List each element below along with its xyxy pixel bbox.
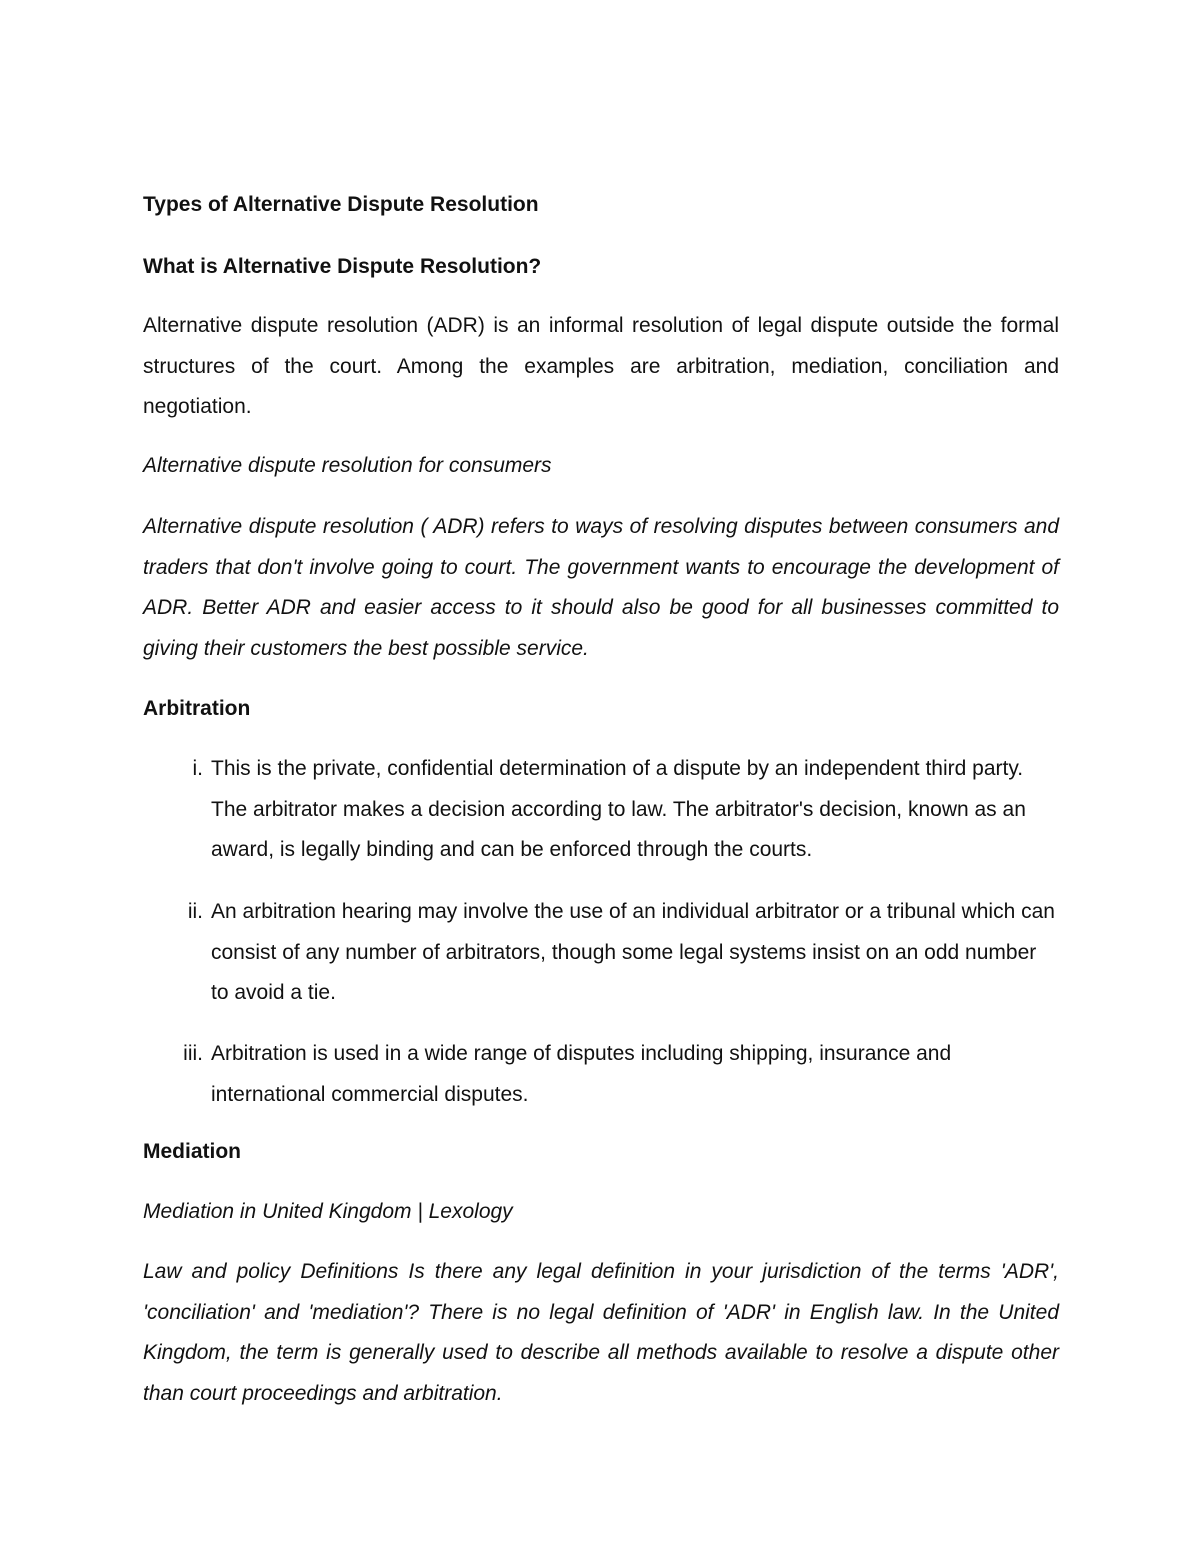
- list-item-marker: ii.: [187, 900, 203, 923]
- list-item-marker: iii.: [183, 1042, 203, 1065]
- section-heading-arbitration: Arbitration: [143, 697, 251, 720]
- list-item-marker: i.: [192, 757, 203, 780]
- list-item-text: An arbitration hearing may involve the use of an individual arbitrator or a tribunal which can consist of any number of arbitrators, though some legal systems insist on an odd number to avoid a tie.: [211, 900, 1055, 1004]
- section-heading-what-is-adr: What is Alternative Dispute Resolution?: [143, 255, 542, 278]
- list-item-text: Arbitration is used in a wide range of disputes including shipping, insurance and international commercial disputes.: [211, 1042, 952, 1106]
- intro-paragraph: Alternative dispute resolution (ADR) is an informal resolution of legal dispute outside the formal structures of the court. Among the examples are arbitration, mediation, conciliation and negotiation.: [143, 314, 1059, 418]
- section-heading-mediation: Mediation: [143, 1140, 241, 1163]
- consumers-subheading: Alternative dispute resolution for consumers: [143, 454, 552, 477]
- consumers-paragraph: Alternative dispute resolution ( ADR) refers to ways of resolving disputes between consumers and traders that don't involve going to court. The government wants to encourage the development of ADR. Better ADR and easier access to it should also be good for all businesses committed to giving their customers the best possible service.: [143, 515, 1059, 660]
- mediation-subheading: Mediation in United Kingdom | Lexology: [143, 1200, 513, 1223]
- document-title: Types of Alternative Dispute Resolution: [143, 193, 539, 216]
- list-item-text: This is the private, confidential determination of a dispute by an independent third party. The arbitrator makes a decision according to law. The arbitrator's decision, known as an award, is legally binding and can be enforced through the courts.: [211, 757, 1026, 861]
- mediation-paragraph: Law and policy Definitions Is there any legal definition in your jurisdiction of the terms 'ADR', 'conciliation' and 'mediation'? There is no legal definition of 'ADR' in English law. In the United Kingdom, the term is generally used to describe all methods available to resolve a dispute other than court proceedings and arbitration.: [143, 1260, 1059, 1405]
